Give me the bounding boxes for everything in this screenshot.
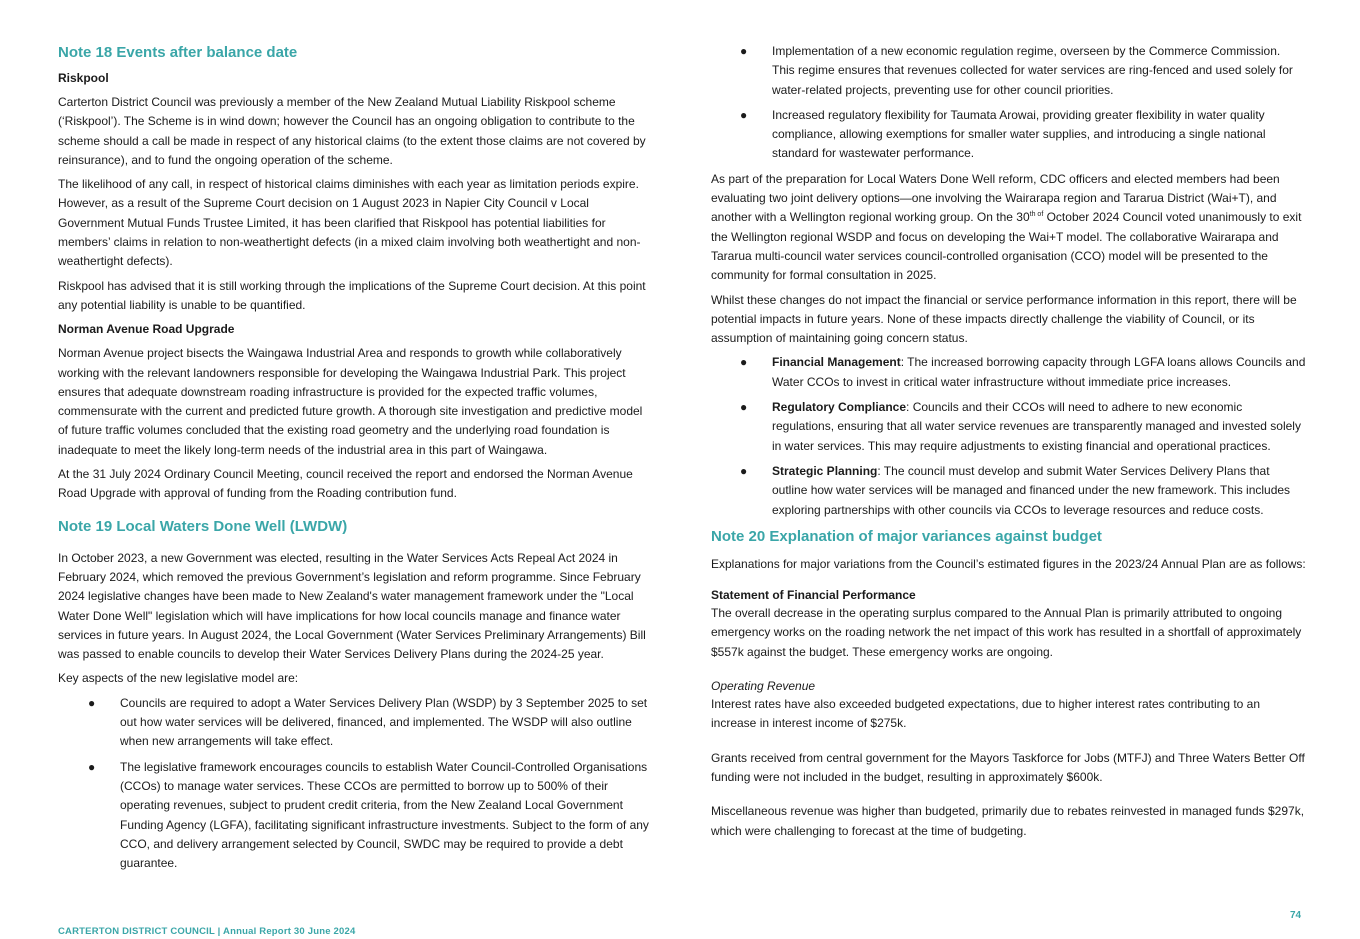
impact-term: Financial Management <box>772 355 901 370</box>
impact-term: Strategic Planning <box>772 463 878 478</box>
list-item <box>711 106 1306 164</box>
sofp-paragraph: The overall decrease in the operating surplus compared to the Annual Plan is primarily attributed to ongoing emergency works on the roading network the net impact of this work has resulted in a shortfall of approximately $557k against the budget. These emergency works are ongoing. <box>711 606 1302 659</box>
note18-heading: Note 18 Events after balance date <box>58 44 298 61</box>
lwdw-paragraph-2: Key aspects of the new legislative model are: <box>58 671 299 686</box>
list-item <box>58 694 650 752</box>
lwdw-paragraph-1: In October 2023, a new Government was elected, resulting in the Water Services Acts Repeal Act 2024 in February 2024, which removed the previous Government’s legislation and reform programme. Since February 2024 legislative changes have been made to New Zealand's water management framework under the "Local Water Done Well" legislation which will have implications for how local councils manage and finance water services in future years. In August 2024, the Local Government (Water Services Preliminary Arrangements) Bill was passed to enable councils to develop their Water Services Delivery Plans during the 2024-25 year. <box>58 550 646 662</box>
lwdw-aspects-list-continued <box>711 42 1306 164</box>
list-item <box>711 398 1306 456</box>
riskpool-paragraph-3: Riskpool has advised that it is still working through the implications of the Supreme Court decision. At this point any potential liability is unable to be quantified. <box>58 278 646 312</box>
list-item <box>711 42 1306 100</box>
list-item-text: Implementation of a new economic regulation regime, overseen by the Commerce Commission. This regime ensures that revenues collected for water services are ring-fenced and used solely for water-related projects, preventing use for other council priorities. <box>772 44 1293 97</box>
impact-text: : Councils and their CCOs will need to adhere to new economic regulations, ensuring that all water service revenues are transparently managed and invested solely in water services. This may require adjustments to existing financial and operational practices. <box>772 400 1301 453</box>
norman-avenue-paragraph-2: At the 31 July 2024 Ordinary Council Meeting, council received the report and endorsed the Norman Avenue Road Upgrade with approval of funding from the Roading contribution fund. <box>58 467 633 501</box>
operating-revenue-paragraph-3: Miscellaneous revenue was higher than budgeted, primarily due to rebates reinvested in managed funds $297k, which were challenging to forecast at the time of budgeting. <box>711 804 1305 838</box>
right-column <box>711 42 1306 841</box>
list-item-text: Councils are required to adopt a Water Services Delivery Plan (WSDP) by 3 September 2025 to set out how water services will be delivered, financed, and implemented. The WSDP will also outline when new arrangements will take effect. <box>120 695 648 749</box>
bullet-icon: ● <box>88 759 96 774</box>
lwdw-impacts-list <box>711 353 1306 519</box>
bullet-icon: ● <box>740 355 748 370</box>
operating-revenue-paragraph-1: Interest rates have also exceeded budgeted expectations, due to higher interest rates contributing to an increase in interest income of $275k. <box>711 697 1261 731</box>
statement-financial-performance-subheading: Statement of Financial Performance <box>711 588 916 603</box>
left-column <box>58 42 650 879</box>
note19-heading: Note 19 Local Waters Done Well (LWDW) <box>58 517 348 535</box>
list-item-text: Increased regulatory flexibility for Taumata Arowai, providing greater flexibility in water quality compliance, allowing exemptions for smaller water supplies, and introducing a single national standard for wastewater performance. <box>772 107 1266 161</box>
lwdw-preparation-paragraph: As part of the preparation for Local Waters Done Well reform, CDC officers and elected members had been evaluating two joint delivery options—one involving the Wairarapa region and Tararua District (Wai+T), and another with a Wellington regional working group. On the $30^{th of}$ October 2024 Council voted unanimously to exit the Wellington regional WSDP and focus on developing the Wai+T model. The collaborative Wairarapa and Tararua multi-council water services council-controlled organisation (CCO) model will be presented to the community for formal consultation in 2025. <box>711 171 1302 283</box>
lwdw-impact-paragraph: Whilst these changes do not impact the financial or service performance information in this report, there will be potential impacts in future years. None of these impacts directly challenge the viability of Council, or its assumption of maintaining going concern status. <box>711 292 1297 346</box>
riskpool-subheading: Riskpool <box>58 71 109 85</box>
footer-text: CARTERTON DISTRICT COUNCIL | Annual Report 30 June 2024 <box>58 926 356 937</box>
list-item-text: The legislative framework encourages councils to establish Water Council-Controlled Organisations (CCOs) to manage water services. These CCOs are permitted to borrow up to 500% of their operating revenues, subject to prudent credit criteria, from the New Zealand Local Government Funding Agency (LGFA), facilitating significant infrastructure investments. Subject to the form of any CCO, and delivery arrangement selected by Council, SWDC may be required to provide a debt guarantee. <box>120 759 649 871</box>
riskpool-paragraph-2: The likelihood of any call, in respect of historical claims diminishes with each year as limitation periods expire. However, as a result of the Supreme Court decision on 1 August 2023 in Napier City Council v Local Government Mutual Funds Trustee Limited, it has been clarified that Riskpool has potential liabilities for members’ claims in relation to non-weathertight defects (in a mixed claim involving both weathertight and non-weathertight defects). <box>58 177 641 269</box>
list-item <box>58 758 650 874</box>
operating-revenue-subheading: Operating Revenue <box>711 679 816 694</box>
lwdw-aspects-list <box>58 694 650 874</box>
bullet-icon: ● <box>88 695 96 710</box>
note20-heading: Note 20 Explanation of major variances against budget <box>711 527 1102 545</box>
norman-avenue-paragraph-1: Norman Avenue project bisects the Waingawa Industrial Area and responds to growth while collaboratively working with the relevant landowners responsible for developing the Waingawa Industrial Park. This project ensures that adequate downstream roading infrastructure is provided for the expected traffic volumes, commensurate with the current and predicted future growth. A thorough site investigation and predictive model of future traffic volumes concluded that the existing road geometry and the underlying road foundation is inadequate to meet the likely long-term needs of the industrial area in this part of Waingawa. <box>58 346 643 457</box>
bullet-icon: ● <box>740 107 748 122</box>
norman-avenue-subheading: Norman Avenue Road Upgrade <box>58 322 235 337</box>
list-item <box>711 353 1306 392</box>
impact-term: Regulatory Compliance <box>772 400 907 415</box>
bullet-icon: ● <box>740 44 748 58</box>
operating-revenue-paragraph-2: Grants received from central government for the Mayors Taskforce for Jobs (MTFJ) and Three Waters Better Off funding were not included in the budget, resulting in approximately $600k. <box>711 750 1305 784</box>
page-number: 74 <box>1290 910 1302 921</box>
bullet-icon: ● <box>740 400 748 415</box>
impact-text: : The increased borrowing capacity through LGFA loans allows Councils and Water CCOs to invest in critical water infrastructure without immediate price increases. <box>772 355 1306 389</box>
impact-text: : The council must develop and submit Water Services Delivery Plans that outline how water services will be managed and financed under the new framework. This includes exploring partnerships with other councils via CCOs to leverage resources and reduce costs. <box>772 463 1291 517</box>
bullet-icon: ● <box>740 463 748 478</box>
riskpool-paragraph-1: Carterton District Council was previously a member of the New Zealand Mutual Liability Riskpool scheme (‘Riskpool’). The Scheme is in wind down; however the Council has an ongoing obligation to contribute to the scheme should a call be made in respect of any historical claims (to the extent those claims are not covered by reinsurance), and to fund the ongoing operation of the scheme. <box>58 95 646 167</box>
variances-intro: Explanations for major variations from the Council’s estimated figures in the 2023/24 Annual Plan are as follows: <box>711 556 1306 571</box>
list-item <box>711 462 1306 520</box>
